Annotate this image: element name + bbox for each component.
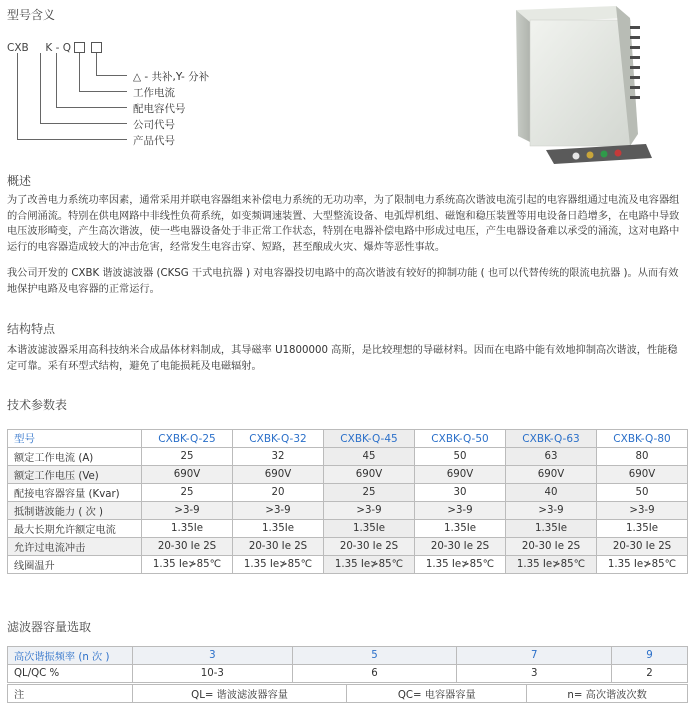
table-cell: 1.35 Ie≯85℃ [233,556,324,574]
legend-item: 配电容代号 [133,103,186,115]
table-header-cell: CXBK-Q-50 [415,430,506,448]
table-cell: 20-30 Ie 2S [597,538,688,556]
structure-paragraph: 本谐波滤波器采用高科技纳米合成晶体材料制成，其导磁率 U1800000 高斯，是比较理想的导磁材料。因而在电路中能有效地抑制高次谐波，性能稳定可靠。采有环型式结构，避免了电能损耗及电磁辐射。 [7,345,678,372]
table-header-cell: 9 [612,647,688,665]
table-cell: 1.35 Ie≯85℃ [415,556,506,574]
table-cell: 690V [415,466,506,484]
overview-paragraph-2: 我公司开发的 CXBK 谐波滤波器 (CKSG 干式电抗器 ) 对电容器投切电路中的高次谐波有较好的抑制功能 ( 也可以代替传统的限流电抗器 )。从而有效地保护电路及电容器的正常运行。 [7,268,679,295]
table-row [8,520,688,538]
table-cell: 配接电容器容量 (Kvar) [8,484,142,502]
table-cell: QL= 谐波滤波器容量 [132,685,347,703]
table-header-cell: 5 [292,647,457,665]
capacity-note-table [7,684,688,703]
table-cell: 1.35 Ie≯85℃ [597,556,688,574]
table-header-cell: 7 [457,647,612,665]
table-cell: >3-9 [506,502,597,520]
table-cell: 1.35Ie [597,520,688,538]
table-cell: 额定工作电流 (A) [8,448,142,466]
section-title-tech-params: 技术参数表 [7,398,68,412]
table-cell: 690V [142,466,233,484]
table-header-row [8,430,688,448]
section-title-model-meaning: 型号含义 [7,8,56,22]
model-code-prefix: CXB [7,42,29,54]
code-box-2 [91,42,102,53]
table-cell: >3-9 [597,502,688,520]
table-cell: 1.35 Ie≯85℃ [324,556,415,574]
table-cell: 25 [142,484,233,502]
table-cell: 注 [8,685,133,703]
table-cell: 2 [612,665,688,683]
table-cell: 10-3 [132,665,292,683]
table-cell: 25 [142,448,233,466]
table-cell: 线圈温升 [8,556,142,574]
capacity-table [7,646,688,683]
table-cell: 30 [415,484,506,502]
table-cell: 1.35Ie [415,520,506,538]
table-cell: >3-9 [233,502,324,520]
table-row [8,466,688,484]
table-row [8,685,688,703]
table-row [8,665,688,683]
table-cell: 额定工作电压 (Ve) [8,466,142,484]
table-header-cell: 高次谐振频率 (n 次 ) [8,647,133,665]
legend-item: △ - 共补,Y- 分补 [133,71,210,83]
table-cell: 690V [597,466,688,484]
table-cell: 6 [292,665,457,683]
table-cell: 50 [415,448,506,466]
table-cell: 50 [597,484,688,502]
table-cell: 690V [506,466,597,484]
legend-item: 工作电流 [133,87,175,99]
table-header-cell: CXBK-Q-63 [506,430,597,448]
table-cell: 20-30 Ie 2S [233,538,324,556]
table-row [8,556,688,574]
section-title-structure: 结构特点 [7,322,56,336]
table-cell: 20 [233,484,324,502]
table-header-cell: CXBK-Q-45 [324,430,415,448]
table-cell: 抵制谐波能力 ( 次 ) [8,502,142,520]
table-cell: 80 [597,448,688,466]
table-cell: 20-30 Ie 2S [324,538,415,556]
code-box-1 [74,42,85,53]
table-cell: 20-30 Ie 2S [142,538,233,556]
table-header-cell: CXBK-Q-80 [597,430,688,448]
table-cell: 3 [457,665,612,683]
leader-line [17,53,127,140]
table-cell: 40 [506,484,597,502]
table-header-cell: 型号 [8,430,142,448]
table-cell: 690V [324,466,415,484]
table-cell: >3-9 [142,502,233,520]
table-cell: 1.35Ie [324,520,415,538]
table-header-cell: 3 [132,647,292,665]
table-cell: 1.35Ie [233,520,324,538]
table-cell: 25 [324,484,415,502]
model-code-middle: K - Q [45,42,72,54]
table-header-cell: CXBK-Q-32 [233,430,324,448]
table-header-cell: CXBK-Q-25 [142,430,233,448]
table-cell: 1.35Ie [506,520,597,538]
table-cell: QC= 电容器容量 [347,685,527,703]
table-header-row [8,647,688,665]
table-cell: QL/QC % [8,665,133,683]
table-cell: 1.35 Ie≯85℃ [506,556,597,574]
legend-item: 产品代号 [133,135,175,147]
table-cell: 1.35 Ie≯85℃ [142,556,233,574]
table-cell: 63 [506,448,597,466]
table-row [8,538,688,556]
table-cell: >3-9 [415,502,506,520]
table-cell: 20-30 Ie 2S [506,538,597,556]
legend-item: 公司代号 [133,119,175,131]
table-cell: 20-30 Ie 2S [415,538,506,556]
table-row [8,502,688,520]
table-cell: 允许过电流冲击 [8,538,142,556]
table-cell: 1.35Ie [142,520,233,538]
table-cell: 45 [324,448,415,466]
table-cell: n= 高次谐波次数 [527,685,688,703]
tech-params-table [7,429,688,574]
overview-paragraph-1: 为了改善电力系统功率因素，通常采用并联电容器组来补偿电力系统的无功功率，为了限制电力系统高次谐波电流引起的电容器组通过电流及电容器组的合闸涌流。特别在供电网路中非线性负荷系统，如变频调速装置、大型整流设备、电弧焊机组、磁饱和稳压装置等用电设备日趋增多，在电路中导致电压波形畸变，产生高次谐波，使一些电器设备处于非正常工作状态，特别在电器补偿电路中形成过电压，产生电器设备难以承受的涌流，这对电路中运行的电容器造成较大的冲击危害，经常发生电容击穿、短路，甚至酿成火灾、爆炸等恶性事故。 [7,195,680,253]
table-cell: 690V [233,466,324,484]
section-title-capacity-selection: 滤波器容量选取 [7,620,92,634]
filter-device-image [506,4,656,166]
section-title-overview: 概述 [7,174,32,188]
table-cell: 32 [233,448,324,466]
table-cell: 最大长期允许额定电流 [8,520,142,538]
table-row [8,448,688,466]
table-cell: >3-9 [324,502,415,520]
table-row [8,484,688,502]
